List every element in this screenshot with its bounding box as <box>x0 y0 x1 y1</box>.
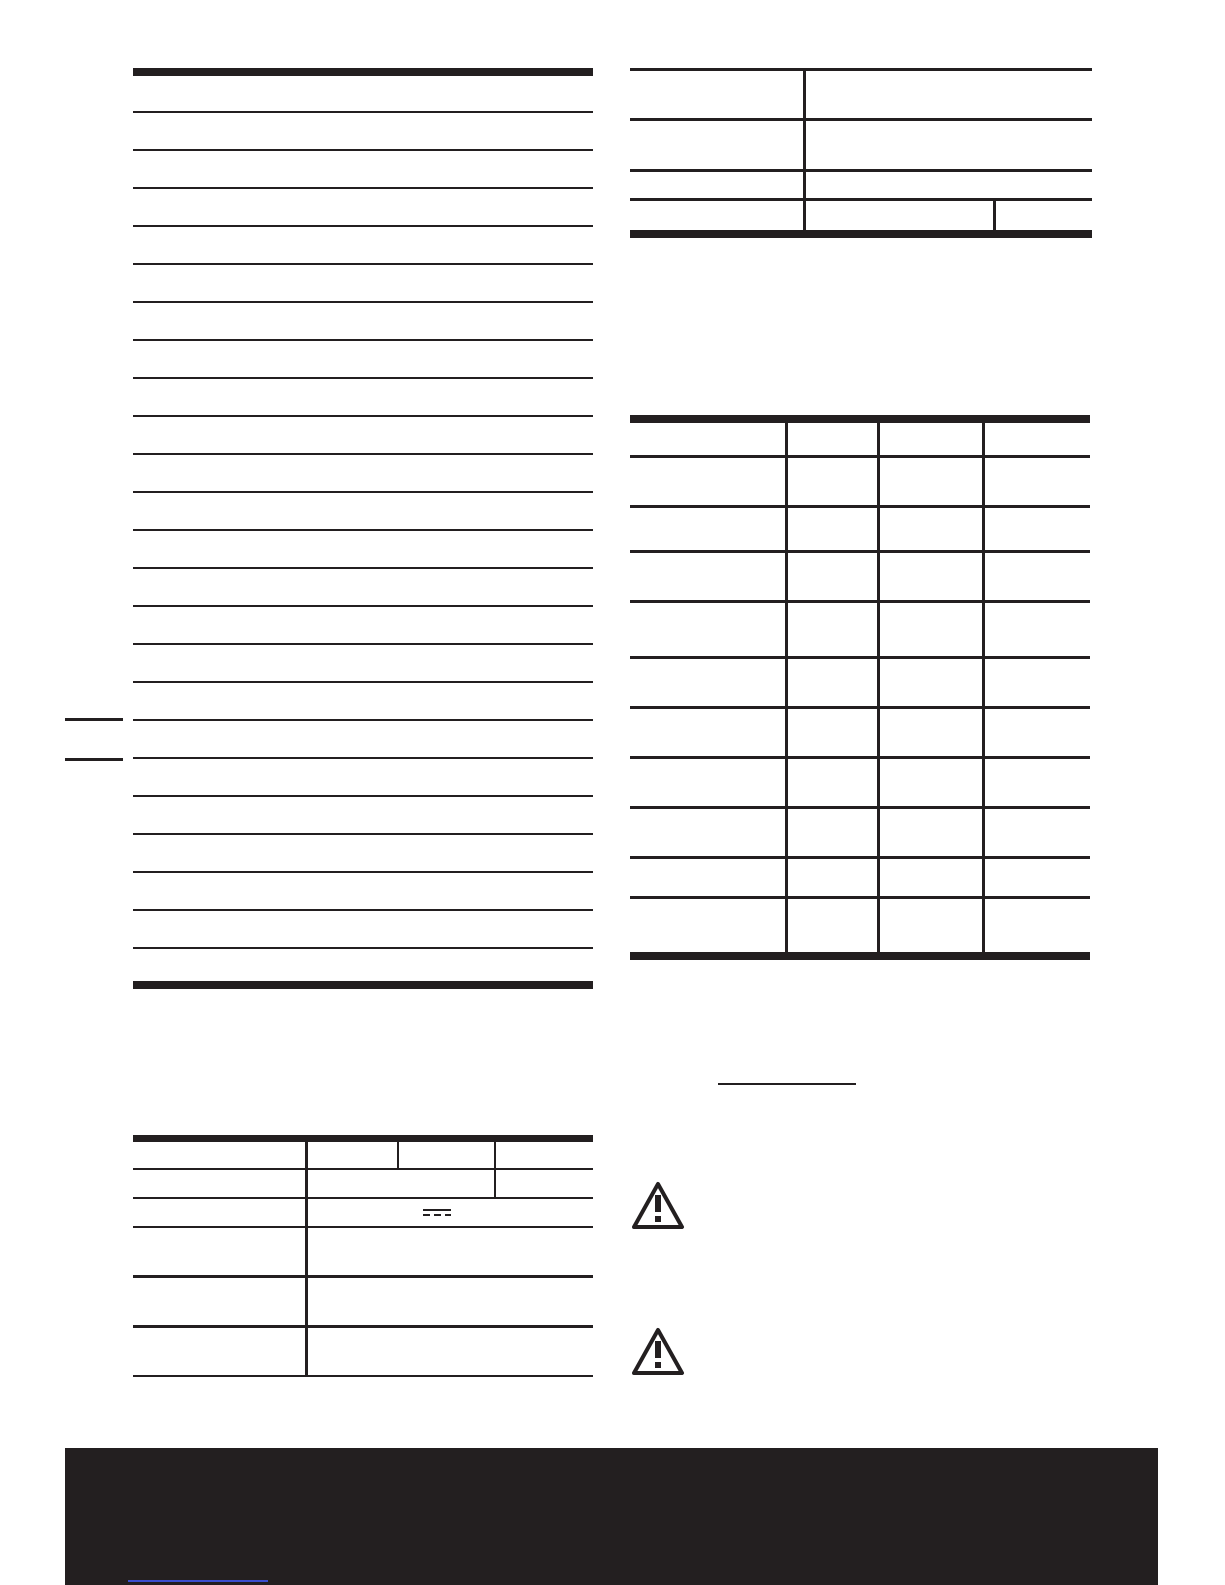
row-rule <box>133 567 593 569</box>
warning-triangle-icon <box>630 1180 686 1232</box>
row-rule <box>133 1226 593 1228</box>
footer-link-underline[interactable] <box>128 1580 268 1582</box>
row-rule <box>630 706 1090 709</box>
row-rule <box>133 833 593 835</box>
row-rule <box>133 1197 593 1199</box>
footer-band <box>65 1448 1158 1585</box>
column-divider <box>305 1140 308 1377</box>
dc-current-symbol-solid <box>423 1209 451 1211</box>
side-tab-marker <box>65 718 123 721</box>
table-bottom-rule <box>630 952 1090 960</box>
column-divider <box>803 68 806 232</box>
row-rule <box>630 550 1090 553</box>
row-rule <box>133 149 593 151</box>
row-rule <box>133 681 593 683</box>
row-rule <box>133 263 593 265</box>
row-rule <box>630 600 1090 603</box>
row-rule <box>133 453 593 455</box>
row-rule <box>133 529 593 531</box>
row-rule <box>133 947 593 949</box>
table-top-rule <box>630 415 1090 423</box>
underlined-link-rule[interactable] <box>718 1083 856 1085</box>
row-rule <box>630 455 1090 458</box>
row-rule <box>133 301 593 303</box>
table-bottom-rule <box>133 1375 593 1377</box>
column-divider <box>982 421 985 958</box>
table-top-rule <box>630 68 1092 71</box>
row-rule <box>133 187 593 189</box>
row-rule <box>630 505 1090 508</box>
row-rule <box>133 643 593 645</box>
column-divider <box>785 421 788 958</box>
row-rule <box>133 871 593 873</box>
row-rule <box>133 1168 593 1170</box>
row-rule <box>630 856 1090 859</box>
row-rule <box>133 111 593 113</box>
side-tab-marker <box>65 758 123 761</box>
column-divider <box>397 1140 399 1170</box>
row-rule <box>133 909 593 911</box>
row-rule <box>133 1325 593 1328</box>
row-rule <box>133 605 593 607</box>
row-rule <box>630 656 1090 659</box>
table-bottom-rule <box>133 981 593 989</box>
row-rule <box>630 169 1092 172</box>
row-rule <box>630 198 1092 201</box>
dc-current-symbol-dashed <box>423 1214 451 1216</box>
row-rule <box>630 118 1092 121</box>
row-rule <box>133 415 593 417</box>
row-rule <box>133 757 593 759</box>
table-bottom-rule <box>630 230 1092 238</box>
row-rule <box>133 339 593 341</box>
row-rule <box>630 756 1090 759</box>
row-rule <box>630 896 1090 899</box>
table-top-rule <box>133 68 593 76</box>
row-rule <box>133 795 593 797</box>
row-rule <box>630 806 1090 809</box>
table-top-rule <box>133 1135 593 1142</box>
column-divider <box>993 198 996 232</box>
row-rule <box>133 377 593 379</box>
column-divider <box>877 421 880 958</box>
row-rule <box>133 491 593 493</box>
row-rule <box>133 719 593 721</box>
row-rule <box>133 225 593 227</box>
row-rule <box>133 1275 593 1278</box>
warning-triangle-icon <box>630 1326 686 1378</box>
